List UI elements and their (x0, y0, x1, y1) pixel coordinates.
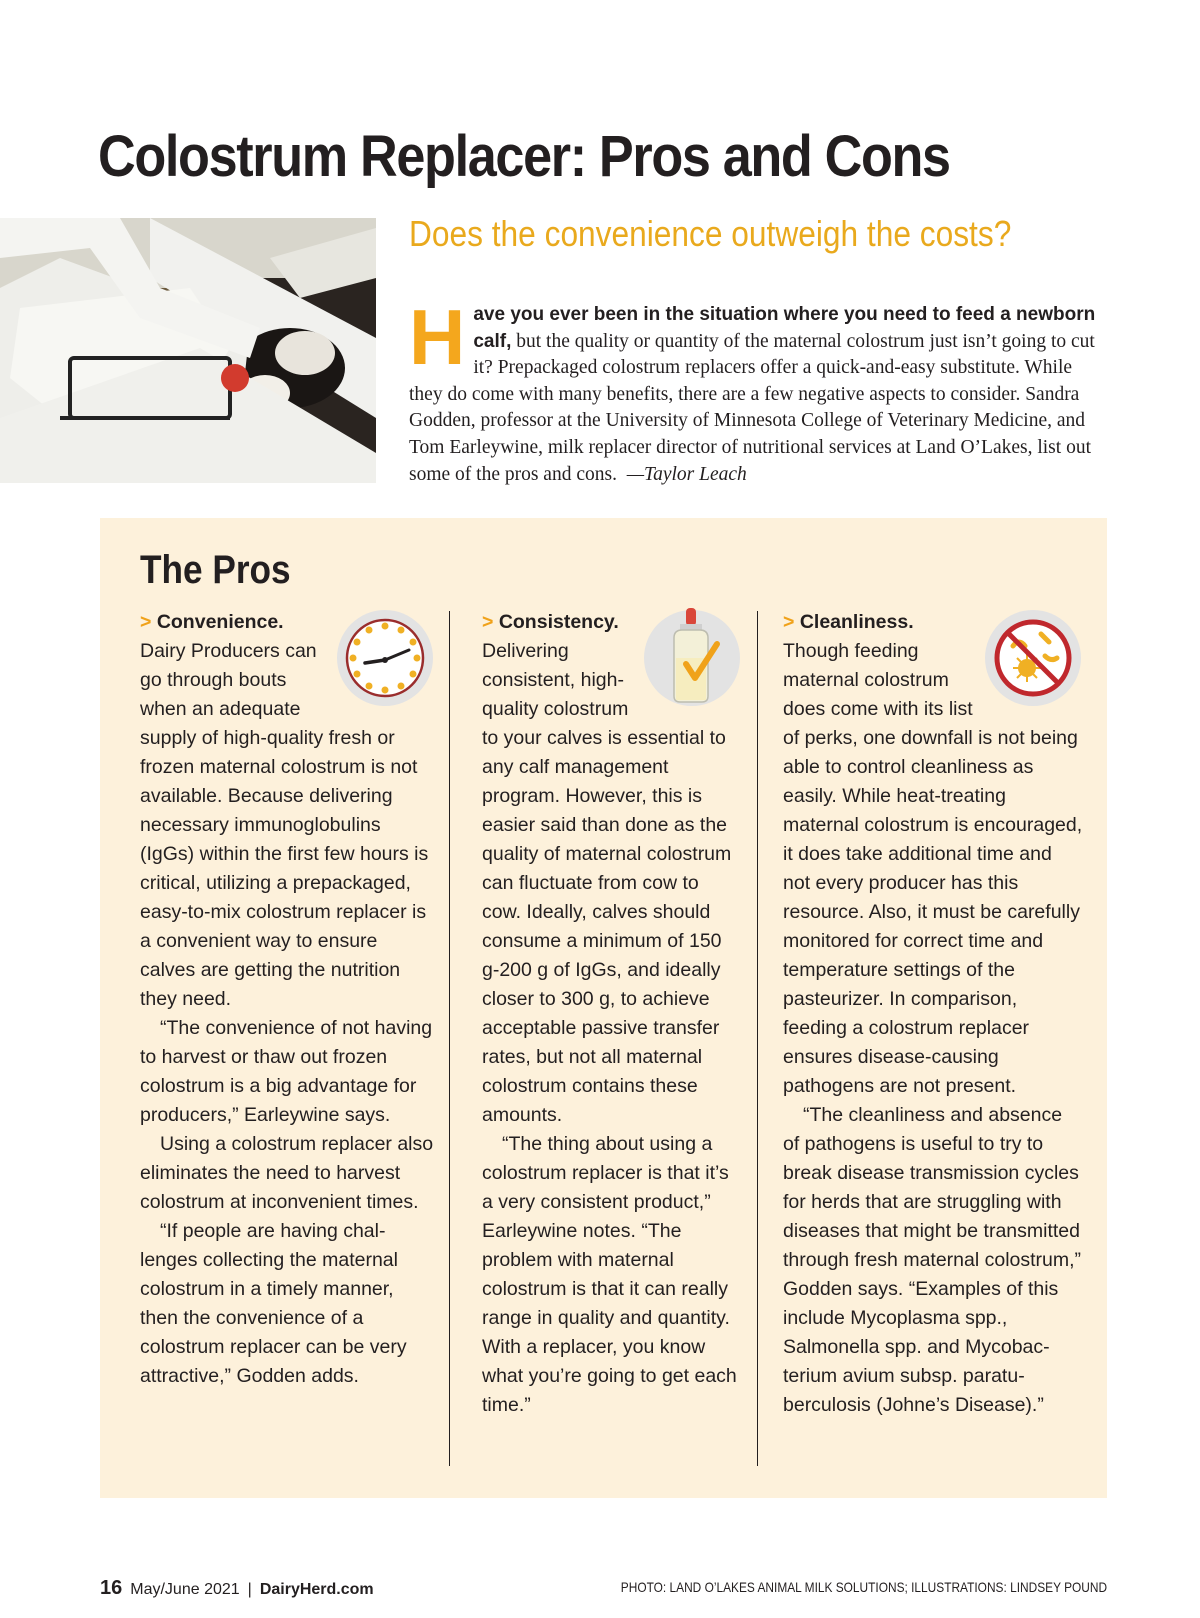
photo-credit: PHOTO: LAND O’LAKES ANIMAL MILK SOLUTIONS; ILLUSTRATIONS: LINDSEY POUND (620, 1579, 1107, 1595)
calf-bottle-photo-illustration (0, 218, 376, 483)
column-divider (449, 611, 450, 1466)
page-footer (100, 1577, 374, 1600)
bullet-arrow: > (140, 611, 152, 633)
author-byline: —Taylor Leach (626, 463, 747, 485)
intro-lead: ave you ever been in the situation where you need to feed a newborn calf, (473, 304, 1096, 352)
bullet-arrow: > (482, 611, 494, 633)
cleanliness-paragraph-2: “The cleanliness and absence of pathogens is useful to try to break disease transmission cycles for herds that are struggling with diseases that might be transmitted through fresh maternal colostrum,” Godden says. “Examples of this include Mycoplasma spp., Salmonella spp. and Mycobacterium avium subsp. paratuberculosis (Johne’s Disease).” (783, 1104, 1082, 1416)
convenience-paragraph-1: Dairy Producers can go through bouts when an adequate supply of high-quality fresh or frozen maternal colostrum is not available. Because delivering necessary immunoglobulins (IgGs) within the first few hours is critical, utilizing a prepackaged, easy-to-mix colostrum replacer is a convenient way to ensure calves are getting the nutrition they need. (140, 640, 429, 1010)
consistency-paragraph-1: Delivering consistent, high-quality colostrum to your calves is essential to any calf management program. However, this is easier said than done as the quality of maternal colostrum can fluctuate from cow to cow. Ideally, calves should consume a minimum of 150 g-200 g of IgGs, and ideally closer to 300 g, to achieve acceptable passive transfer rates, but not all maternal colostrum contains these amounts. (482, 640, 732, 1126)
bottle-check-icon (642, 608, 742, 708)
drop-cap: H (409, 293, 466, 381)
footer-separator: | (247, 1581, 252, 1598)
intro-body: but the quality or quantity of the maternal colostrum just isn’t going to cut it? Prepackaged colostrum replacers offer a quick-and-easy substitute. While they do come with many benefits, there are a few negative aspects to consider. Sandra Godden, professor at the University of Minnesota College of Veterinary Medicine, and Tom Earleywine, milk replacer director of nutritional services at Land O’Lakes, list out some of the pros and cons. (409, 330, 1095, 485)
cleanliness-paragraph-1: Though feeding maternal colostrum does come with its list of perks, one downfall is not being able to control cleanliness as easily. While heat-treating maternal colostrum is encouraged, it does take additional time and not every producer has this resource. Also, it must be carefully monitored for correct time and temperature settings of the pasteurizer. In comparison, feeding a colostrum replacer ensures disease-causing pathogens are not present. (783, 640, 1083, 1097)
clock-icon (335, 608, 435, 708)
website-link[interactable]: DairyHerd.com (259, 1581, 374, 1598)
convenience-paragraph-4: “If people are having challenges collecting the maternal colostrum in a timely manner, then the convenience of a colostrum replacer can be very attractive,” Godden adds. (140, 1220, 407, 1387)
convenience-paragraph-3: Using a colostrum replacer also eliminates the need to harvest colostrum at inconvenient times. (140, 1133, 434, 1213)
pros-column-cleanliness (783, 608, 1083, 1420)
pros-column-consistency (482, 608, 742, 1420)
no-pathogens-icon (983, 608, 1083, 708)
cleanliness-heading: Cleanliness. (799, 611, 914, 633)
calf-feeding-photo (0, 218, 376, 483)
page-number: 16 (100, 1577, 123, 1599)
issue-date: May/June 2021 (130, 1581, 240, 1598)
article-title: Colostrum Replacer: Pros and Cons (98, 124, 950, 189)
convenience-paragraph-2: “The convenience of not having to harvest or thaw out frozen colostrum is a big advantage for producers,” Earleywine says. (140, 1017, 433, 1126)
pros-heading: The Pros (140, 548, 291, 592)
column-divider (757, 611, 758, 1466)
bullet-arrow: > (783, 611, 795, 633)
intro-paragraph (409, 293, 1107, 488)
pros-column-convenience (140, 608, 435, 1391)
consistency-heading: Consistency. (498, 611, 619, 633)
convenience-heading: Convenience. (156, 611, 284, 633)
pros-panel (100, 518, 1107, 1498)
article-subtitle: Does the convenience outweigh the costs? (409, 213, 1012, 254)
consistency-paragraph-2: “The thing about using a colostrum replacer is that it’s a very consistent product,” Earleywine notes. “The problem with maternal colostrum is that it can really range in quality and quantity. With a replacer, you know what you’re going to get each time.” (482, 1133, 737, 1416)
